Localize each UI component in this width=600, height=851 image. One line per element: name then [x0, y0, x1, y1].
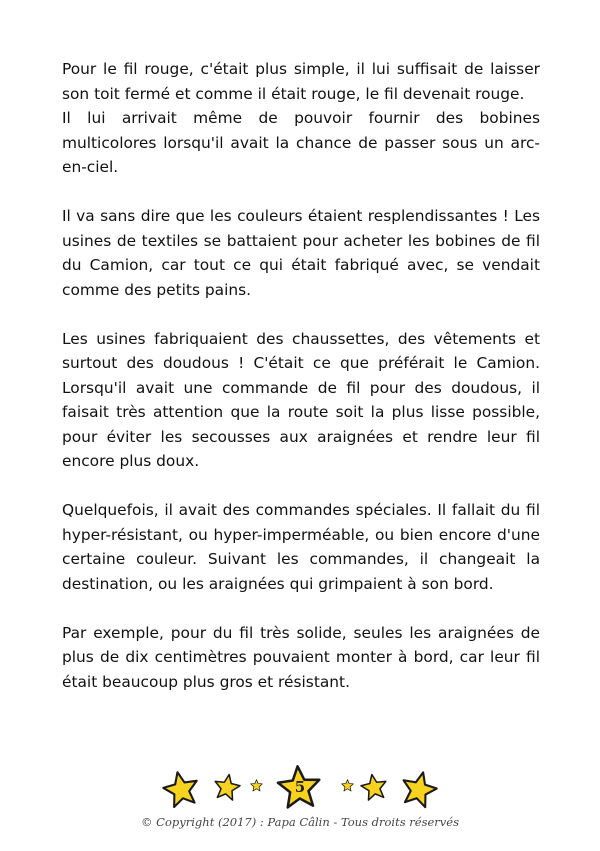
star-icon [400, 770, 438, 808]
paragraph: Les usines fabriquaient des chaussettes, des vêtements et surtout des doudous ! C'était ce que préférait le Camion. Lorsqu'il avait une commande de fil pour des doudous, il faisait très attention que la route soit la plus lisse possible, pour éviter les secousses aux araignées et rendre leur fil encore plus doux. [62, 329, 540, 470]
paragraph: Il lui arrivait même de pouvoir fournir des bobines multicolores lorsqu'il avait la chance de passer sous un arc-en-ciel. [62, 109, 540, 176]
star-icon [360, 773, 388, 801]
paragraph: Par exemple, pour du fil très solide, seules les araignées de plus de dix centimètres pouvaient monter à bord, car leur fil était beaucoup plus gros et résistant. [62, 623, 540, 691]
paragraph: Pour le fil rouge, c'était plus simple, il lui suffisait de laisser son toit fermé et comme il était rouge, le fil devenait rouge. [62, 60, 540, 103]
story-text [62, 57, 540, 719]
paragraph: Il va sans dire que les couleurs étaient resplendissantes ! Les usines de textiles se battaient pour acheter les bobines de fil du Camion, car tout ce qui était fabriqué avec, se vendait comme des petits pains. [62, 207, 540, 299]
star-icon [213, 773, 241, 801]
copyright-notice: © Copyright (2017) : Papa Câlin - Tous droits réservés [141, 815, 459, 829]
star-icon [341, 779, 354, 792]
page-number: 5 [294, 778, 306, 796]
star-icon [162, 770, 200, 808]
paragraph: Quelquefois, il avait des commandes spéciales. Il fallait du fil hyper-résistant, ou hyper-imperméable, ou bien encore d'une certaine couleur. Suivant les commandes, il changeait la destination, ou les araignées qui grimpaient à son bord. [62, 501, 540, 593]
star-icon [250, 779, 263, 792]
